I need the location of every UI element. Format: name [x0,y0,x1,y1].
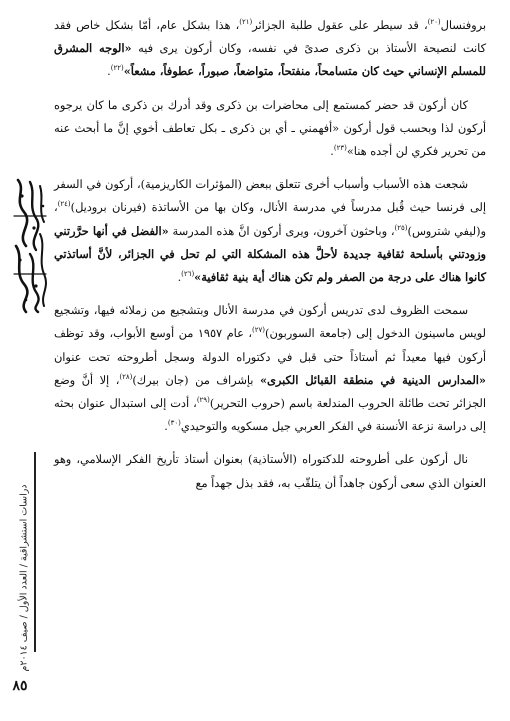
text-run: ، عام ١٩٥٧ من أوسع الأبواب، وقد توظف أركون فيها معيداً ثم أستاذاً حتى قبل في دكتوراه الدولة وسجل أطروحته تحت عنوان [54,327,486,364]
text-run: بروفنسال [440,19,486,32]
text-run: ، و(ليفي شتروس) [54,201,486,238]
footnote-ref: (٢٨) [119,372,133,381]
text-run: ، إلا أنَّ وضع الجزائر تحت طائلة الحروب المندلعة باسم (حروب التحرير) [54,373,486,411]
running-header-text: دراسات استشراقية / العدد الأول / صيف ٢٠١٤م [18,484,30,672]
footnote-ref: (٢٢) [110,64,124,73]
text-run: . [177,271,182,285]
paragraph [54,299,486,438]
footnote-ref: (٢١) [239,18,253,26]
running-header [17,458,31,698]
paragraph [54,448,486,494]
journal-calligraphy-logo [10,176,50,316]
page-margin [0,0,50,721]
text-run: نال أركون على أطروحته للدكتوراه (الأستاذية) بعنوان أستاذ تأريخ الفكر الإسلامي، وهو العنوان الذي سعى أركون جاهداً أن يتلقّب به، فقد بذل جهداً مع [54,453,486,490]
paragraph [54,14,486,84]
quote-bold: «الفضل في أنها حرَّرتني وزودتني بأسلحة ثقافية جديدة لأحلَّ هذه المشكلة التي لم تحل في الجزائر، لأنَّ أساتذتي كانوا هناك على درجة من الصفر ولم تكن هناك أية بنية ثقافية» [54,223,486,285]
quote-bold: «المدارس الدينية في منطقة القبائل الكبرى» [260,372,486,387]
footnote-ref: (٢٠) [427,18,441,26]
footnote-ref: (٢٩) [196,396,210,405]
text-run: . [330,145,334,159]
paragraph [54,173,486,289]
text-run: بإشراف من (جان بيرك) [132,373,260,387]
footnote-ref: (٢٦) [181,270,195,279]
text-run: سمحت الظروف لدى تدريس أركون في مدرسة الأنال وبتشجيع من زملائه فيها، وتشجيع لويس ماسينون الدخول إلى (جامعة السوربون) [54,304,486,341]
footnote-ref: (٢٣) [333,144,347,153]
footnote-ref: (٢٥) [394,223,408,232]
text-run: شجعت هذه الأسباب وأسباب أخرى تتعلق ببعض (المؤثرات الكاريزمية)، أركون في السفر إلى فرنسا حيث قُبل مدرساً في مدرسة الأنال، وكان بها من الأساتذة (فيرنان بروديل) [54,178,486,215]
footnote-ref: (٢٧) [252,326,266,335]
paragraph [54,94,486,164]
text-run: ، أدت إلى استبدال عنوان بحثه إلى دراسة نزعة الأنسنة في الفكر العربي جيل مسكويه والتوحيدي [54,397,486,434]
quote-bold: «الوجه المشرق للمسلم الإنساني حيث كان متسامحاً، منفتحاً، متواضعاً، صبوراً، عطوفاً، مشعاً» [54,41,486,79]
footnote-ref: (٣٠) [167,419,181,428]
text-run: . [107,65,111,79]
text-run: ، قد سيطر على عقول طلبة الجزائر [252,19,428,32]
body-text [54,14,486,721]
text-run: كان أركون قد حضر كمستمع إلى محاضرات بن ذكرى وقد أدرك بن ذكرى ما كان يرجوه أركون لذا وبحسب قول أركون «أفهمني ـ أي بن ذكرى ـ بكل تعاطف أخوي إنَّ ما أبحث عنه من تحرير فكري لن أجده هنا» [54,98,486,159]
text-run: ، هذا بشكل عام، أمّا بشكل خاص فقد كانت لنصيحة الأستاذ بن ذكرى صدىً في نفسه، وكان أركون يرى فيه [54,19,487,56]
page-number: ٨٥ [12,678,28,694]
margin-rule [34,452,36,652]
text-run: ، وباحثون آخرون، ويرى أركون انَّ هذه المدرسة [168,224,395,238]
text-run: . [164,420,168,434]
footnote-ref: (٢٤) [57,200,71,209]
